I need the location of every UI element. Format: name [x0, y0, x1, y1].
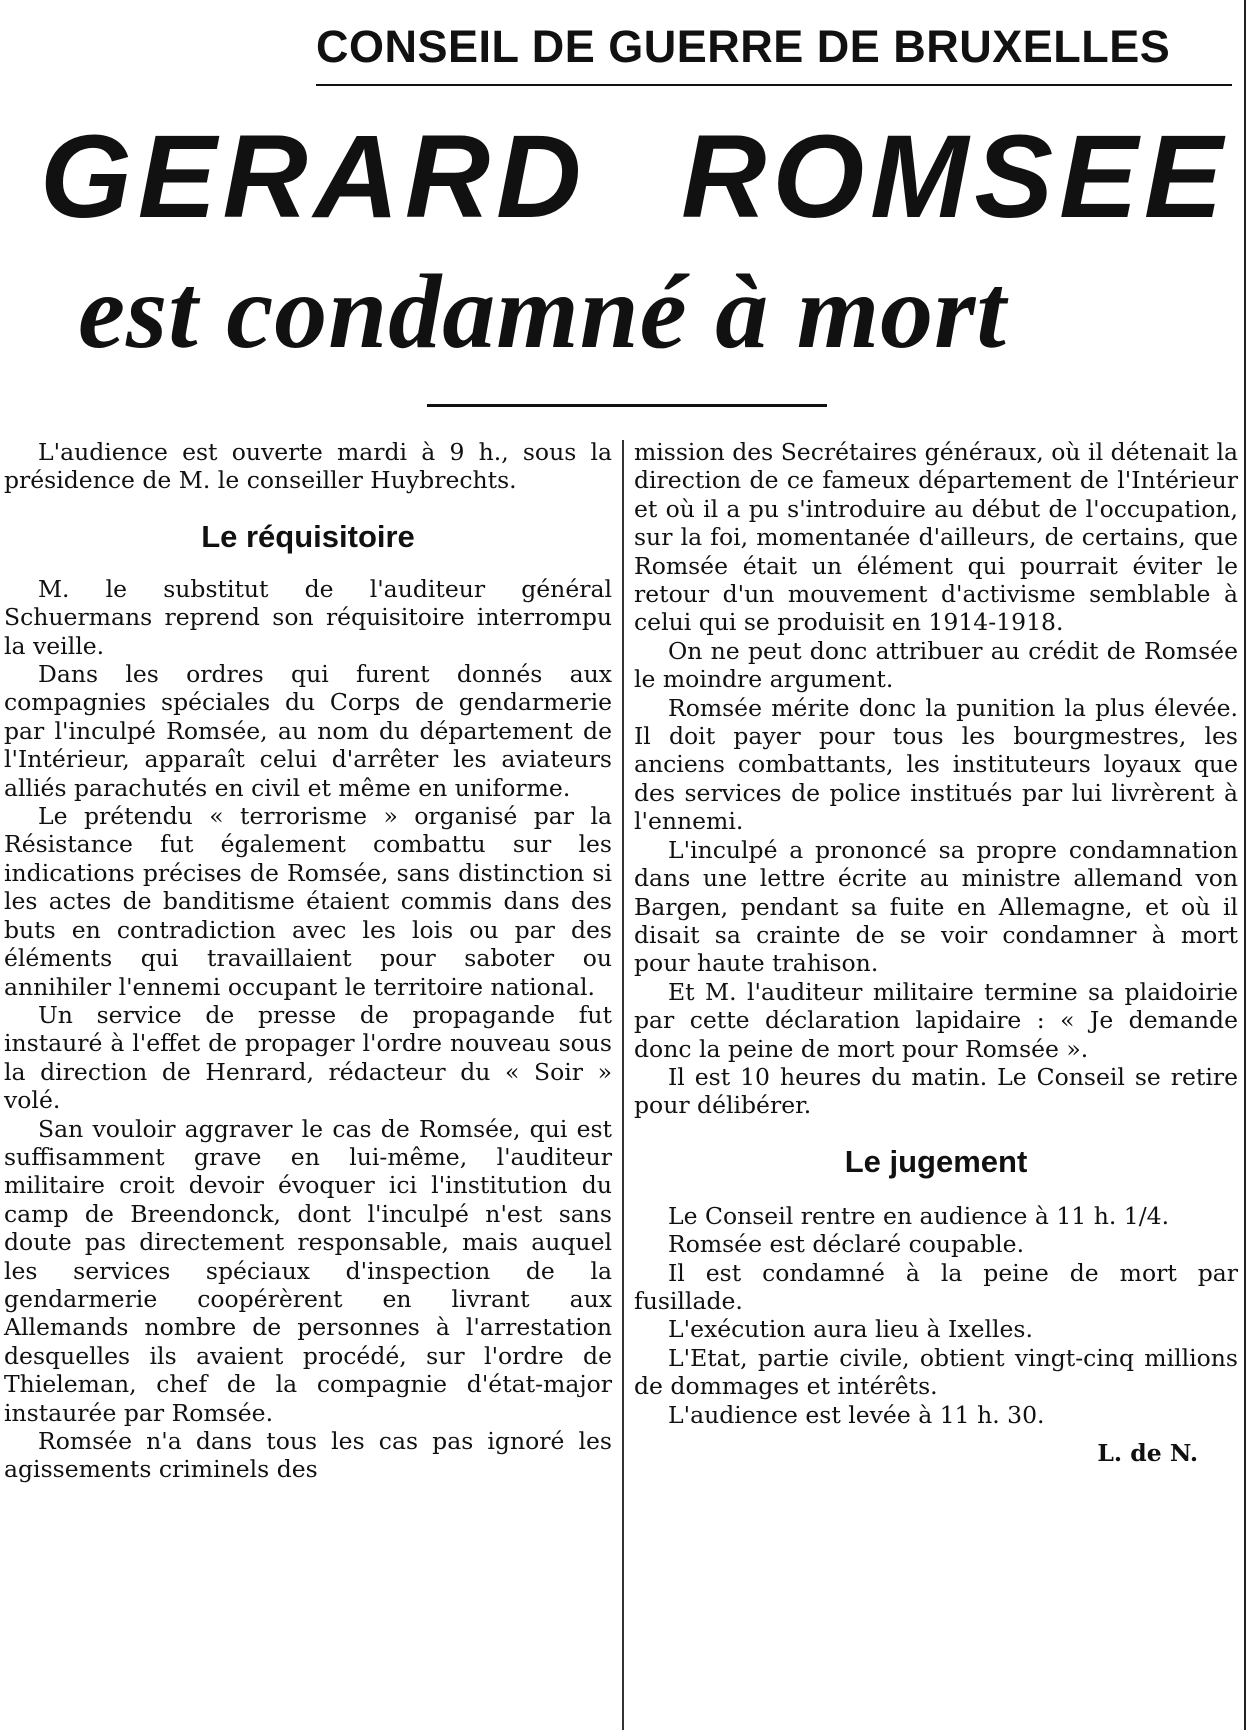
paragraph: Romsée n'a dans tous les cas pas ignoré les agissements criminels des — [4, 1427, 612, 1484]
paragraph: Le Conseil rentre en audience à 11 h. 1/4. — [668, 1201, 1170, 1230]
paragraph: Et M. l'auditeur militaire termine sa plaidoirie par cette déclaration lapidaire : « Je demande donc la peine de mort pour Romsée ». — [634, 977, 1238, 1063]
paragraph: L'Etat, partie civile, obtient vingt-cinq millions de dommages et intérêts. — [634, 1343, 1238, 1401]
paragraph: Le prétendu « terrorisme » organisé par la Résistance fut également combattu sur les indications précises de Romsée, sans distinction si les actes de banditisme étaient commis dans des buts en contradiction avec les lois ou par des éléments qui travaillaient pour saboter ou annihiler l'ennemi occupant le territoire national. — [4, 802, 612, 1001]
headline-line-2: est condamné à mort — [78, 253, 1007, 370]
paragraph: L'inculpé a prononcé sa propre condamnation dans une lettre écrite au ministre allemand von Bargen, pendant sa fuite en Allemagne, et où il disait sa crainte de se voir condamner à mort pour haute trahison. — [634, 835, 1238, 978]
headline-rule — [427, 404, 827, 407]
article-column-right — [634, 438, 1238, 1467]
author-signature: L. de N. — [1097, 1439, 1198, 1467]
paragraph: Romsée mérite donc la punition la plus élevée. Il doit payer pour tous les bourgmestres, les anciens combattants, les instituteurs loyaux que des services de police institués par lui livrèrent à l'ennemi. — [634, 693, 1238, 836]
column-divider — [622, 440, 624, 1730]
kicker-rule — [316, 84, 1232, 86]
kicker-heading: CONSEIL DE GUERRE DE BRUXELLES — [316, 21, 1171, 72]
paragraph: Un service de presse de propagande fut instauré à l'effet de propager l'ordre nouveau sous la direction de Henrard, rédacteur du « Soir » volé. — [4, 1000, 612, 1115]
paragraph: Il est condamné à la peine de mort par fusillade. — [634, 1258, 1238, 1315]
paragraph: On ne peut donc attribuer au crédit de Romsée le moindre argument. — [634, 636, 1238, 694]
paragraph: Il est 10 heures du matin. Le Conseil se retire pour délibérer. — [634, 1062, 1238, 1120]
paragraph: Romsée est déclaré coupable. — [668, 1230, 1025, 1259]
paragraph: Dans les ordres qui furent donnés aux compagnies spéciales du Corps de gendarmerie par l'inculpé Romsée, au nom du département de l'Intérieur, apparaît celui d'arrêter les aviateurs alliés parachutés en civil et même en uniforme. — [4, 660, 612, 802]
paragraph: M. le substitut de l'auditeur général Schuermans reprend son réquisitoire interrompu la veille. — [4, 574, 612, 660]
section-heading-requisitoire: Le réquisitoire — [201, 518, 415, 554]
paragraph-continued: mission des Secrétaires généraux, où il détenait la direction de ce fameux département de l'Intérieur et où il a pu s'introduire au début de l'occupation, sur la foi, momentanée d'ailleurs, de certains, que Romsée était un élément qui pourrait éviter le retour d'un mouvement d'activisme semblable à celui qui se produisit en 1914-1918. — [634, 438, 1238, 637]
section-heading-jugement: Le jugement — [844, 1143, 1028, 1179]
paragraph: San vouloir aggraver le cas de Romsée, qui est suffisamment grave en lui-même, l'auditeur militaire croit devoir évoquer ici l'institution du camp de Breendonck, dont l'inculpé n'est sans doute pas directement responsable, mais auquel les services spéciaux d'inspection de la gendarmerie coopérèrent en livrant aux Allemands nombre de personnes à l'arrestation desquelles ils avaient procédé, sur l'ordre de Thieleman, chef de la compagnie d'état-major instaurée par Romsée. — [4, 1114, 612, 1427]
page-edge-rule — [1244, 0, 1246, 1730]
intro-paragraph: L'audience est ouverte mardi à 9 h., sous la présidence de M. le conseiller Huybrechts. — [4, 438, 612, 495]
headline-line-1: GERARD ROMSEE — [40, 111, 1229, 243]
article-column-left — [4, 438, 612, 1484]
paragraph: L'exécution aura lieu à Ixelles. — [668, 1315, 1033, 1344]
paragraph: L'audience est levée à 11 h. 30. — [668, 1400, 1045, 1429]
